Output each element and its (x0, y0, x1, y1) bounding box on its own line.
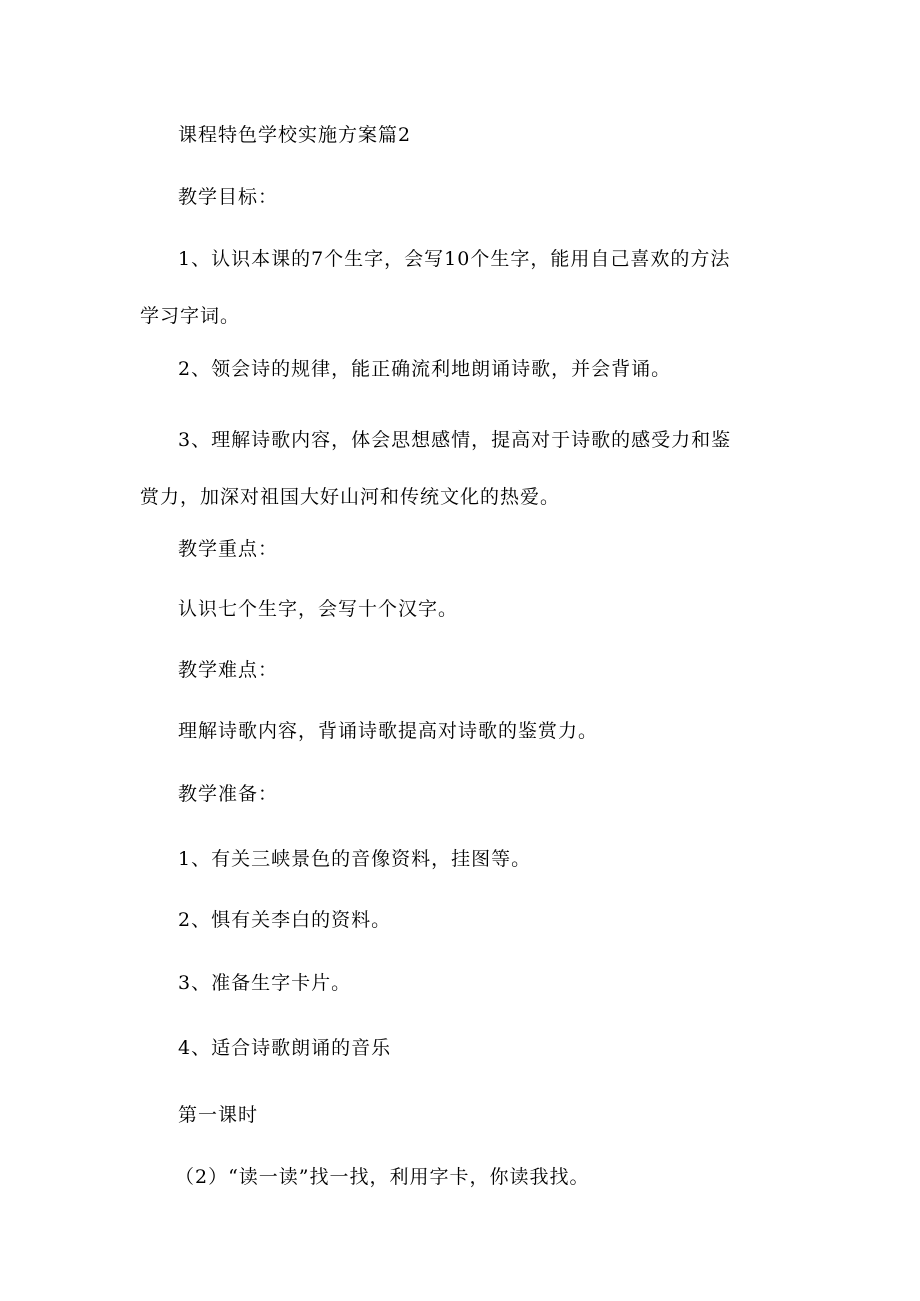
preparation-item-1: 1、有关三峡景色的音像资料，挂图等。 (178, 848, 532, 870)
difficulty-heading: 教学难点： (178, 659, 279, 681)
goal-item-2: 2、领会诗的规律，能正确流利地朗诵诗歌，并会背诵。 (178, 358, 672, 380)
key-points-text: 认识七个生字，会写十个汉字。 (178, 598, 459, 620)
preparation-item-3: 3、准备生字卡片。 (178, 972, 352, 994)
difficulty-text: 理解诗歌内容，背诵诗歌提高对诗歌的鉴赏力。 (178, 720, 599, 742)
lesson-heading: 第一课时 (178, 1104, 259, 1126)
lesson-item: （2）“读一读”找一找，利用字卡，你读我找。 (175, 1166, 590, 1188)
goal-item-1: 1、认识本课的7个生字，会写10个生字，能用自己喜欢的方法学习字词。 (140, 248, 731, 327)
document-title: 课程特色学校实施方案篇2 (178, 124, 412, 146)
preparation-item-2: 2、惧有关李白的资料。 (178, 909, 392, 931)
key-points-heading: 教学重点： (178, 538, 279, 560)
preparation-item-4: 4、适合诗歌朗诵的音乐 (178, 1037, 392, 1059)
goals-heading: 教学目标： (178, 186, 279, 208)
preparation-heading: 教学准备： (178, 783, 279, 805)
goal-item-3: 3、理解诗歌内容，体会思想感情，提高对于诗歌的感受力和鉴赏力，加深对祖国大好山河和传统文化的热爱。 (140, 429, 732, 508)
